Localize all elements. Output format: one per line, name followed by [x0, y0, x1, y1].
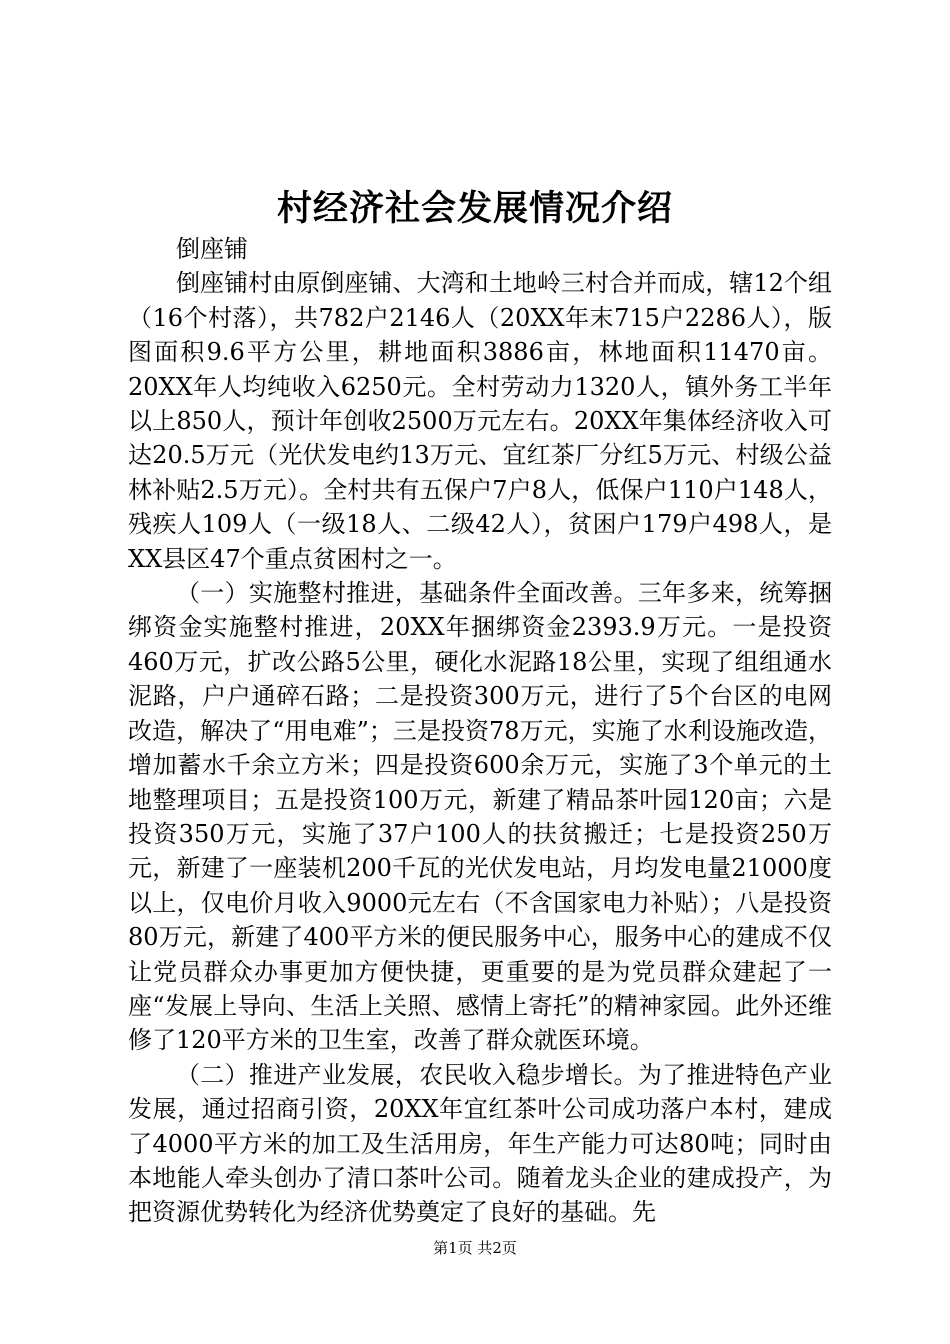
page-footer: 第1页 共2页: [433, 1239, 517, 1257]
paragraph-infrastructure: （一）实施整村推进，基础条件全面改善。三年多来，统筹捆绑资金实施整村推进，20XX年捆绑资金2393.9万元。一是投资460万元，扩改公路5公里，硬化水泥路18公里，实现了组组通水泥路，户户通碎石路；二是投资300万元，进行了5个台区的电网改造，解决了“用电难”；三是投资78万元，实施了水利设施改造，增加蓄水千余立方米；四是投资600余万元，实施了3个单元的土地整理项目；五是投资100万元，新建了精品茶叶园120亩；六是投资350万元，实施了37户100人的扶贫搬迁；七是投资250万元，新建了一座装机200千瓦的光伏发电站，月均发电量21000度以上，仅电价月收入9000元左右（不含国家电力补贴）；八是投资80万元，新建了400平方米的便民服务中心，服务中心的建成不仅让党员群众办事更加方便快捷，更重要的是为党员群众建起了一座“发展上导向、生活上关照、感情上寄托”的精神家园。此外还维修了120平方米的卫生室，改善了群众就医环境。: [128, 579, 832, 1055]
paragraph-industry: （二）推进产业发展，农民收入稳步增长。为了推进特色产业发展，通过招商引资，20XX年宜红茶叶公司成功落户本村，建成了4000平方米的加工及生活用房，年生产能力可达80吨；同时由本地能人牵头创办了清口茶叶公司。随着龙头企业的建成投产，为把资源优势转化为经济优势奠定了良好的基础。先: [128, 1060, 832, 1227]
document-title: 村经济社会发展情况介绍: [276, 188, 673, 229]
paragraph-overview: 倒座铺村由原倒座铺、大湾和土地岭三村合并而成，辖12个组（16个村落），共782户2146人（20XX年末715户2286人），版图面积9.6平方公里，耕地面积3886亩，林地面积11470亩。20XX年人均纯收入6250元。全村劳动力1320人，镇外务工半年以上850人，预计年创收2500万元左右。20XX年集体经济收入可达20.5万元（光伏发电约13万元、宜红茶厂分红5万元、村级公益林补贴2.5万元）。全村共有五保户7户8人，低保户110户148人，残疾人109人（一级18人、二级42人），贫困户179户498人，是XX县区47个重点贫困村之一。: [128, 269, 832, 573]
document-body: [128, 232, 832, 1230]
author-line: 倒座铺: [176, 235, 248, 263]
